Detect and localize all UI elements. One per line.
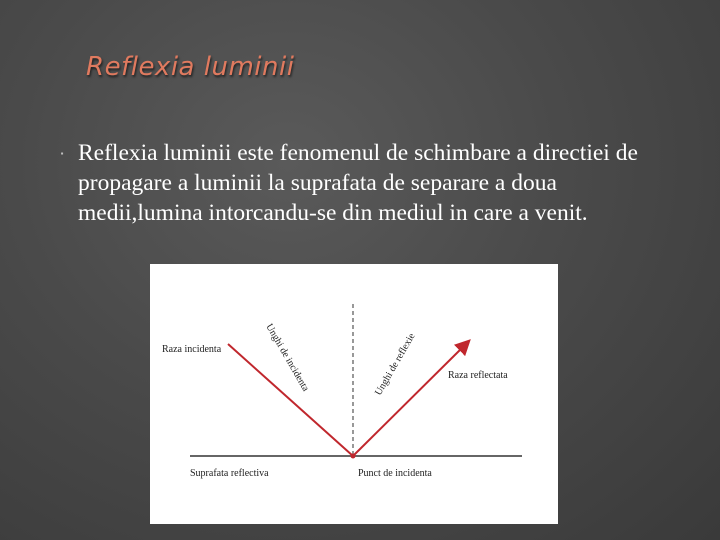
reflection-diagram [150, 264, 558, 524]
incidence-point [351, 454, 356, 459]
incidence-angle-label: Unghi de incidenta [263, 322, 311, 394]
slide-title: Reflexia luminii [86, 52, 295, 82]
reflected-ray [353, 342, 468, 456]
reflected-ray-label: Raza reflectata [448, 370, 508, 381]
incidence-point-label: Punct de incidenta [358, 468, 432, 479]
bullet-icon: ▪ [60, 149, 64, 158]
surface-label: Suprafata reflectiva [190, 468, 269, 479]
incident-ray-label: Raza incidenta [162, 344, 222, 355]
reflection-angle-label: Unghi de reflexie [373, 331, 418, 398]
body-paragraph: Reflexia luminii este fenomenul de schimbare a directiei de propagare a luminii la suprafata de separare a doua medii,lumina intorcandu-se din mediul in care a venit. [78, 140, 638, 226]
